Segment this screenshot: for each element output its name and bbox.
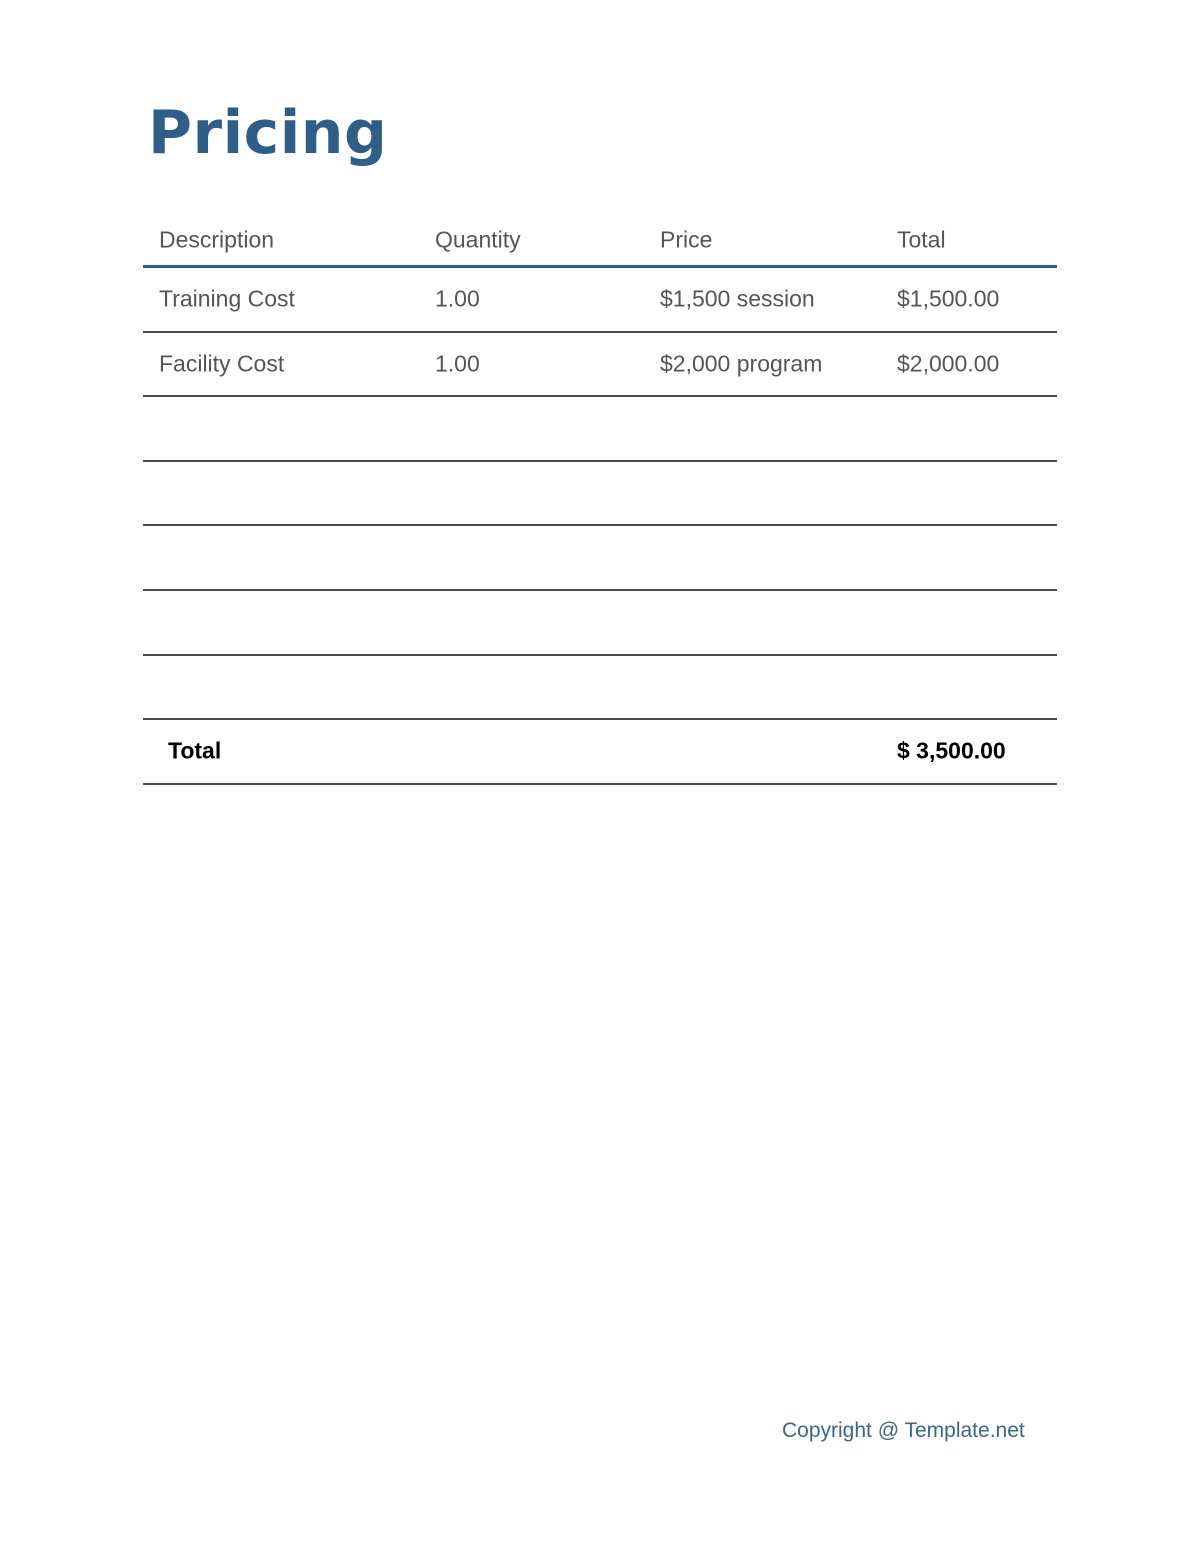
table-row-empty [143, 591, 1057, 656]
table-header-row [143, 210, 1057, 268]
header-total: Total [897, 226, 946, 253]
table-row-empty [143, 462, 1057, 527]
table-row [143, 268, 1057, 333]
cell-quantity: 1.00 [435, 350, 480, 377]
table-row-empty [143, 656, 1057, 721]
table-row-empty [143, 397, 1057, 462]
table-row [143, 333, 1057, 398]
cell-quantity: 1.00 [435, 285, 480, 312]
table-row-empty [143, 526, 1057, 591]
cell-price: $1,500 session [660, 285, 815, 312]
pricing-table [143, 210, 1057, 785]
header-price: Price [660, 226, 713, 253]
header-quantity: Quantity [435, 226, 521, 253]
cell-description: Training Cost [159, 285, 295, 312]
cell-total: $2,000.00 [897, 350, 1000, 377]
table-total-row [143, 720, 1057, 785]
cell-total: $1,500.00 [897, 285, 1000, 312]
cell-description: Facility Cost [159, 350, 285, 377]
total-label: Total [168, 737, 222, 764]
total-value: $ 3,500.00 [897, 737, 1006, 764]
copyright-footer: Copyright @ Template.net [782, 1419, 1025, 1442]
header-description: Description [159, 226, 275, 253]
cell-price: $2,000 program [660, 350, 823, 377]
page-title: Pricing [148, 98, 388, 168]
